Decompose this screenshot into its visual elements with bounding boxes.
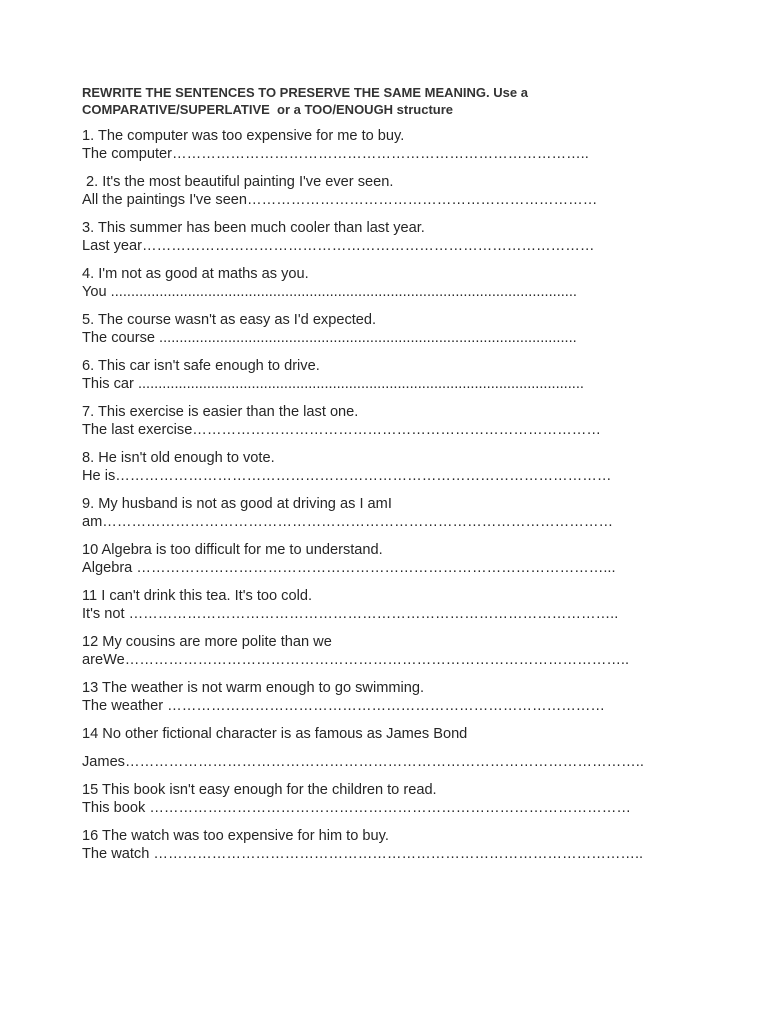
- exercise-prompt: 10 Algebra is too difficult for me to understand.: [82, 542, 383, 558]
- exercise-answer-line: All the paintings I've seen………………………………………………………………: [82, 192, 598, 208]
- exercise-answer-line: This book ………………………………………………………………………………………: [82, 800, 631, 816]
- exercise-prompt: 1. The computer was too expensive for me to buy.: [82, 128, 405, 144]
- exercise-prompt: 13 The weather is not warm enough to go swimming.: [82, 680, 425, 696]
- exercise-item: [82, 587, 702, 623]
- exercise-prompt: 12 My cousins are more polite than we: [82, 634, 332, 650]
- exercise-item: [82, 449, 702, 485]
- exercise-item: [82, 403, 702, 439]
- exercise-answer-line: It's not ………………………………………………………………………………………..: [82, 606, 619, 622]
- exercise-prompt: 16 The watch was too expensive for him to buy.: [82, 828, 389, 844]
- title-line-2: COMPARATIVE/SUPERLATIVE or a TOO/ENOUGH structure: [82, 102, 454, 117]
- exercise-prompt: 2. It's the most beautiful painting I've ever seen.: [82, 174, 394, 190]
- exercise-answer-line: This car ..............................................................................................................: [82, 376, 584, 392]
- exercise-answer-line: The watch ………………………………………………………………………………………..: [82, 846, 644, 862]
- exercise-item: [82, 827, 702, 863]
- exercise-answer-line: The last exercise…………………………………………………………………………: [82, 422, 601, 438]
- exercise-answer-line: Algebra ……………………………………………………………………………………...: [82, 560, 616, 576]
- exercise-item: [82, 173, 702, 209]
- exercise-item: [82, 219, 702, 255]
- exercise-item: [82, 127, 702, 163]
- exercise-prompt: 11 I can't drink this tea. It's too cold.: [82, 588, 313, 604]
- exercise-answer-line: The weather ………………………………………………………………………………: [82, 698, 605, 714]
- worksheet: [82, 84, 702, 873]
- exercise-prompt: 5. The course wasn't as easy as I'd expected.: [82, 312, 377, 328]
- exercise-item: [82, 541, 702, 577]
- exercise-prompt: 14 No other fictional character is as famous as James Bond: [82, 726, 468, 742]
- exercise-prompt: 4. I'm not as good at maths as you.: [82, 266, 309, 282]
- exercise-prompt: 6. This car isn't safe enough to drive.: [82, 358, 320, 374]
- exercise-item: [82, 725, 702, 771]
- exercise-answer-line: The computer…………………………………………………………………………..: [82, 146, 589, 162]
- exercise-item: [82, 311, 702, 347]
- exercise-item: [82, 781, 702, 817]
- exercise-item: [82, 633, 702, 669]
- exercise-answer-line: He is…………………………………………………………………………………………: [82, 468, 612, 484]
- exercise-prompt: 7. This exercise is easier than the last one.: [82, 404, 359, 420]
- exercise-prompt: 9. My husband is not as good at driving as I amI: [82, 496, 392, 512]
- exercise-answer-line: am……………………………………………………………………………………………: [82, 514, 614, 530]
- exercise-list: [82, 127, 702, 863]
- exercise-prompt: 3. This summer has been much cooler than last year.: [82, 220, 425, 236]
- exercise-answer-line: areWe…………………………………………………………………………………………..: [82, 652, 630, 668]
- exercise-answer-line: The course .......................................................................................................: [82, 330, 577, 346]
- exercise-item: [82, 495, 702, 531]
- exercise-prompt: 15 This book isn't easy enough for the children to read.: [82, 782, 437, 798]
- exercise-item: [82, 679, 702, 715]
- exercise-item: [82, 265, 702, 301]
- exercise-answer-line: You ...................................................................................................................: [82, 284, 577, 300]
- exercise-item: [82, 357, 702, 393]
- exercise-prompt: 8. He isn't old enough to vote.: [82, 450, 275, 466]
- title-line-1: REWRITE THE SENTENCES TO PRESERVE THE SAME MEANING. Use a: [82, 85, 528, 100]
- exercise-answer-line: Last year…………………………………………………………………………………: [82, 238, 595, 254]
- worksheet-title: [82, 84, 702, 118]
- exercise-answer-line: James……………………………………………………………………………………………..: [82, 754, 644, 770]
